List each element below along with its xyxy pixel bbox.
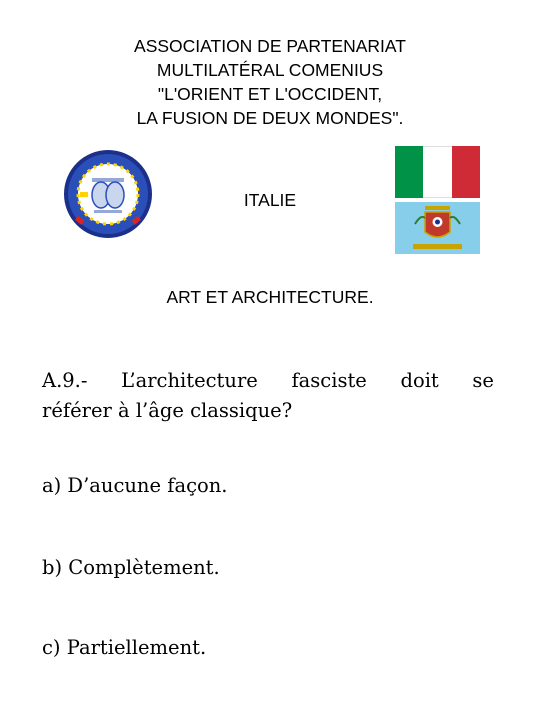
country-label: ITALIE (243, 190, 297, 210)
answer-option-c: c) Partiellement. (42, 636, 207, 659)
question-word: L’architecture (121, 369, 258, 392)
header-line: ASSOCIATION DE PARTENARIAT (134, 36, 406, 56)
document-header (0, 34, 540, 130)
header-line: LA FUSION DE DEUX MONDES". (136, 108, 404, 128)
question-line-2: référer à l’âge classique? (42, 399, 293, 422)
header-line: "L'ORIENT ET L'OCCIDENT, (157, 84, 383, 104)
header-line: MULTILATÉRAL COMENIUS (156, 60, 384, 80)
answer-option-a: a) D’aucune façon. (42, 474, 228, 497)
question-word: se (472, 369, 494, 392)
question-word: fasciste (291, 369, 367, 392)
question-word: doit (400, 369, 439, 392)
italy-flag-icon (395, 146, 480, 198)
question-text (42, 366, 494, 426)
subject-title: ART ET ARCHITECTURE. (166, 287, 374, 307)
regione-lazio-flag-icon (395, 202, 480, 254)
question-word: A.9.- (42, 369, 88, 392)
answer-option-b: b) Complètement. (42, 556, 220, 579)
